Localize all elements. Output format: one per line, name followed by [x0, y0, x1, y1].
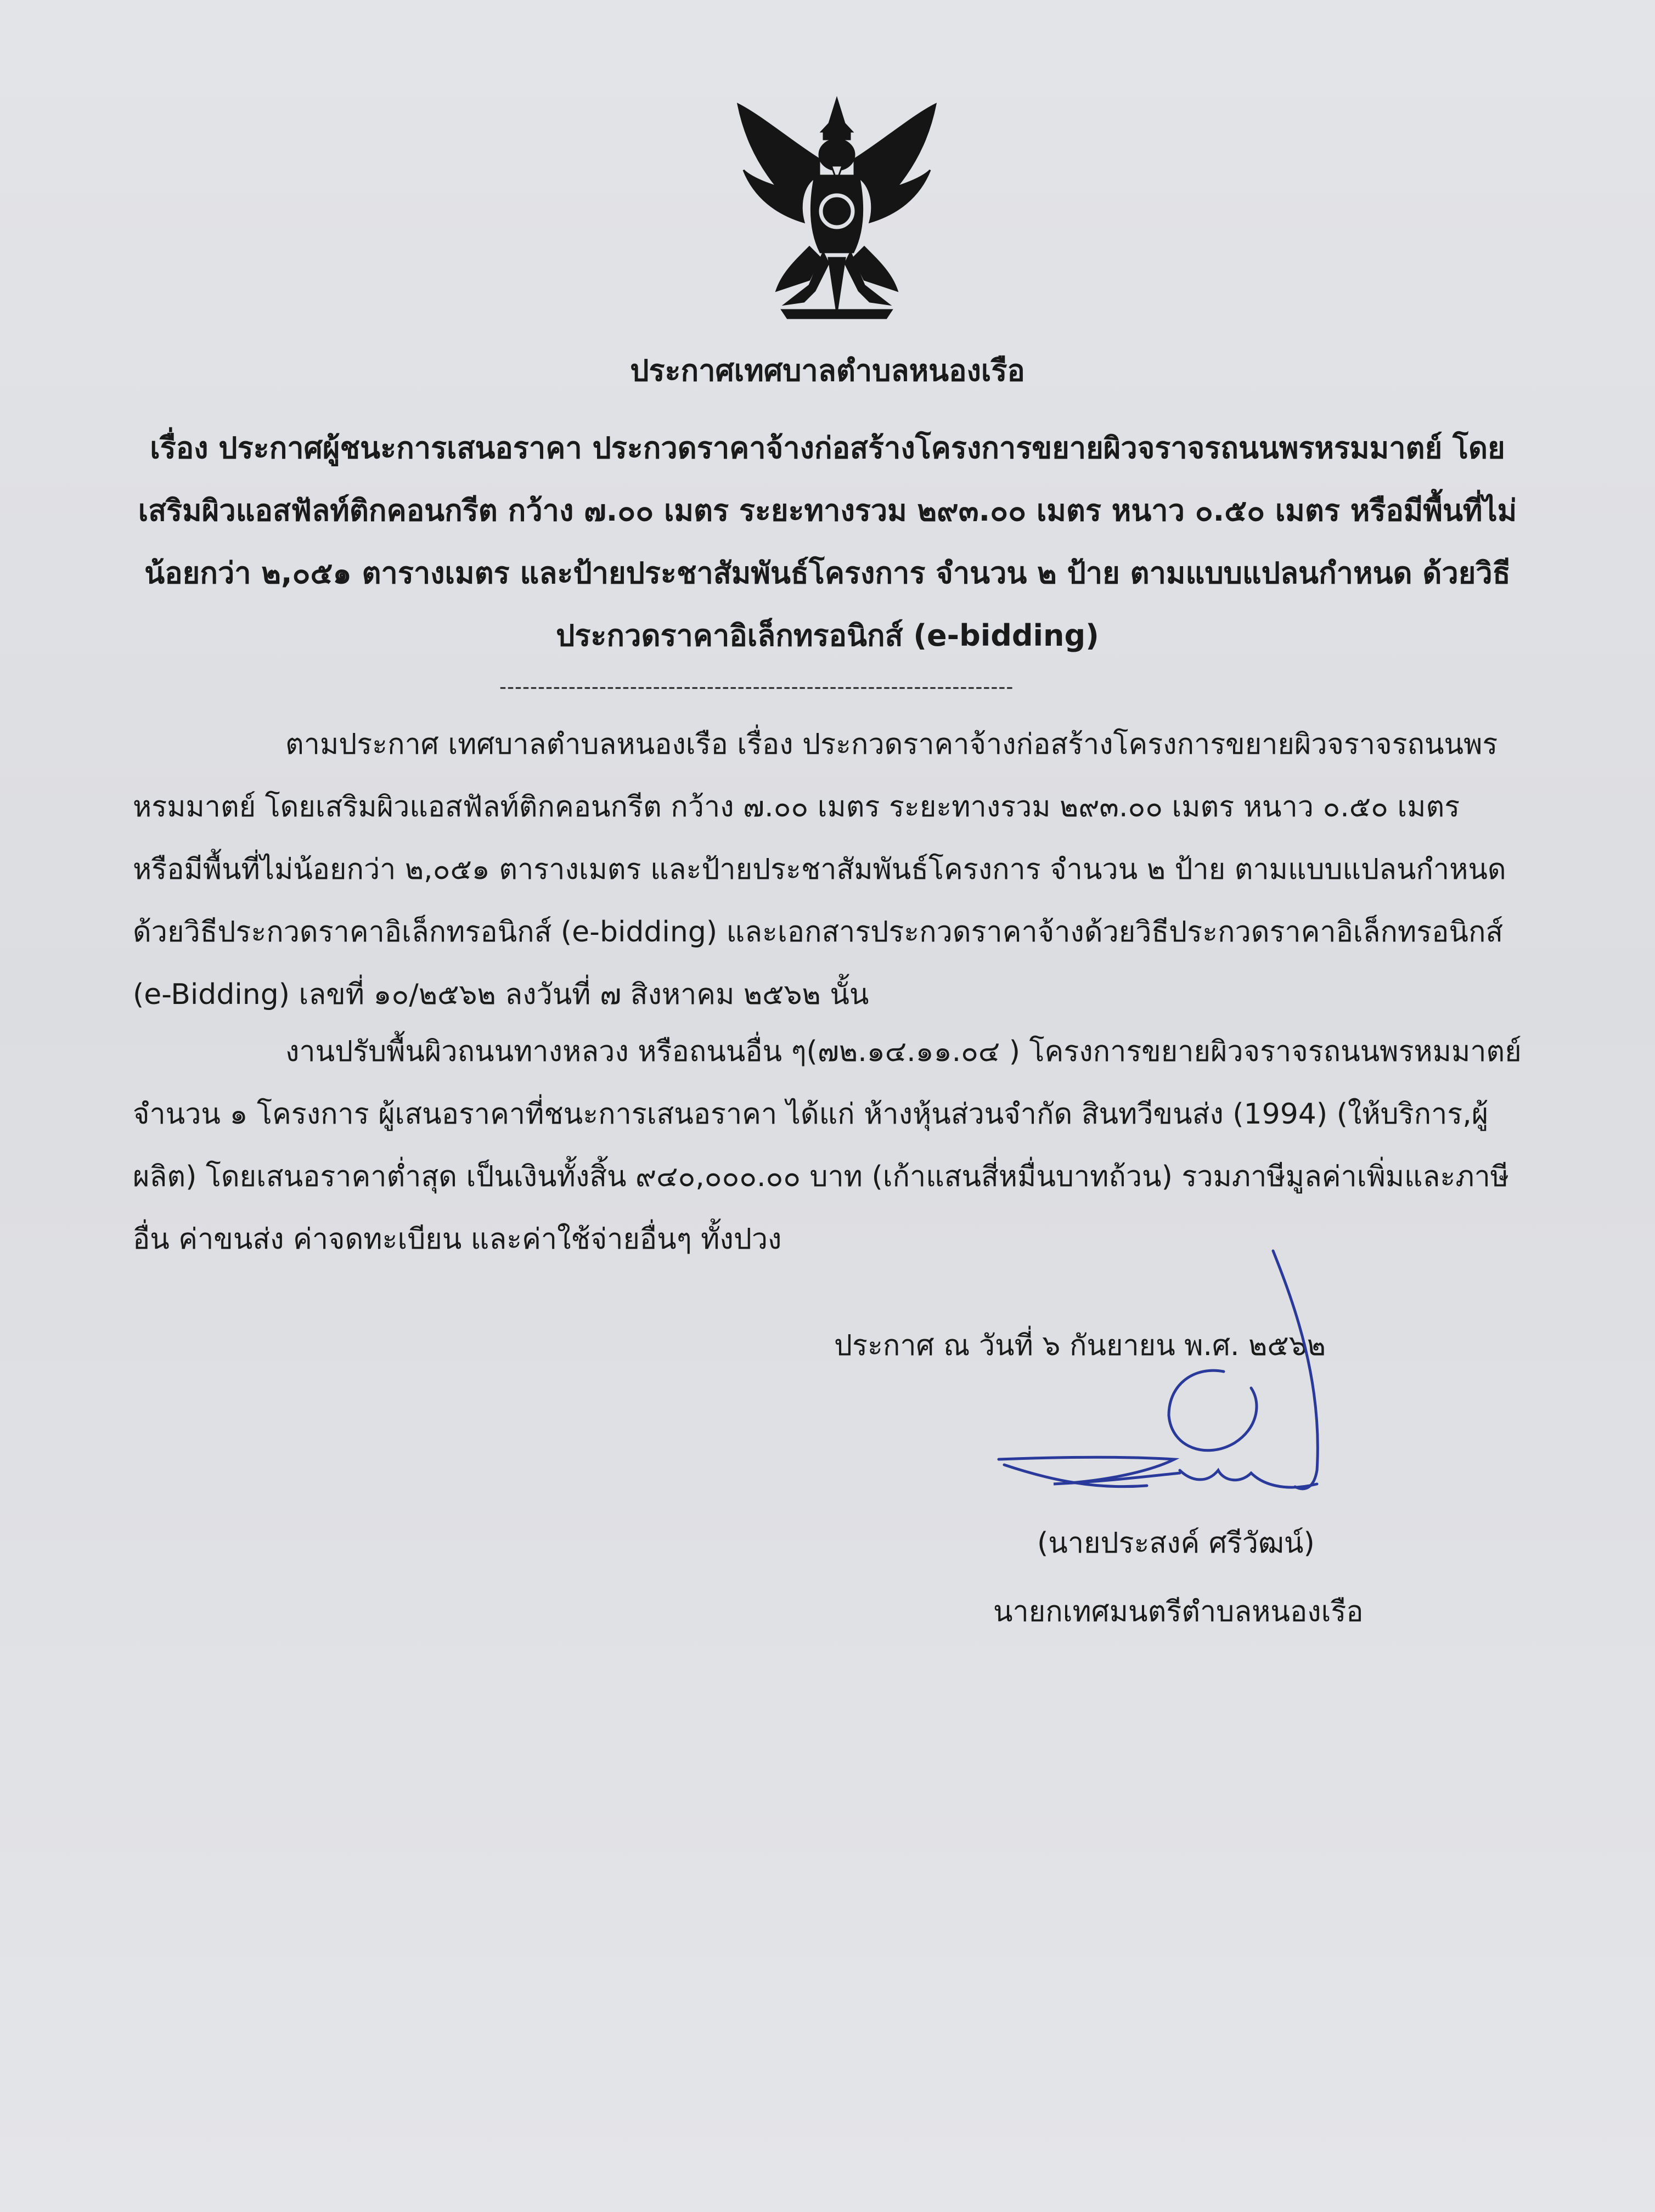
- signer-name: (นายประสงค์ ศรีวัฒน์): [1037, 1527, 1315, 1560]
- paragraph-line: ผลิต) โดยเสนอราคาต่ำสุด เป็นเงินทั้งสิ้น ๙๔๐,๐๐๐.๐๐ บาท (เก้าแสนสี่หมื่นบาทถ้วน) รวมภาษีมูลค่าเพิ่มและภาษี: [133, 1160, 1510, 1193]
- paragraph-line: ด้วยวิธีประกวดราคาอิเล็กทรอนิกส์ (e-bidding) และเอกสารประกวดราคาจ้างด้วยวิธีประกวดราคาอิเล็กทรอนิกส์: [133, 916, 1504, 949]
- subject-line: เรื่อง ประกาศผู้ชนะการเสนอราคา ประกวดราคาจ้างก่อสร้างโครงการขยายผิวจราจรถนนพรหรมมาตย์ โดย: [150, 431, 1505, 465]
- announcement-date: ประกาศ ณ วันที่ ๖ กันยายน พ.ศ. ๒๕๖๒: [834, 1329, 1326, 1362]
- paragraph-winner: [133, 1020, 1521, 1271]
- paragraph-line: จำนวน ๑ โครงการ ผู้เสนอราคาที่ชนะการเสนอราคา ได้แก่ ห้างหุ้นส่วนจำกัด สินทวีขนส่ง (1994) (ให้บริการ,ผู้: [133, 1098, 1489, 1131]
- paragraph-line: (e-Bidding) เลขที่ ๑๐/๒๕๖๒ ลงวันที่ ๗ สิงหาคม ๒๕๖๒ นั้น: [133, 978, 869, 1011]
- paragraph-line: ตามประกาศ เทศบาลตำบลหนองเรือ เรื่อง ประกวดราคาจ้างก่อสร้างโครงการขยายผิวจราจรถนนพร: [285, 728, 1498, 761]
- separator-line: -------------------------------------------------------------------: [499, 676, 1014, 698]
- handwritten-signature-icon: [988, 1240, 1361, 1514]
- subject-line: ประกวดราคาอิเล็กทรอนิกส์ (e-bidding): [556, 618, 1099, 653]
- paragraph-reference: [133, 713, 1521, 1026]
- subject-heading: [126, 417, 1529, 667]
- paragraph-line: หรือมีพื้นที่ไม่น้อยกว่า ๒,๐๕๑ ตารางเมตร และป้ายประชาสัมพันธ์โครงการ จำนวน ๒ ป้าย ตามแบบแปลนกำหนด: [133, 853, 1506, 886]
- garuda-emblem-icon: [727, 93, 947, 324]
- signer-title: นายกเทศมนตรีตำบลหนองเรือ: [993, 1595, 1364, 1628]
- document-title: ประกาศเทศบาลตำบลหนองเรือ: [630, 353, 1025, 388]
- paragraph-line: อื่น ค่าขนส่ง ค่าจดทะเบียน และค่าใช้จ่ายอื่นๆ ทั้งปวง: [133, 1223, 782, 1256]
- subject-line: น้อยกว่า ๒,๐๕๑ ตารางเมตร และป้ายประชาสัมพันธ์โครงการ จำนวน ๒ ป้าย ตามแบบแปลนกำหนด ด้วยวิธี: [144, 556, 1511, 590]
- subject-line: เสริมผิวแอสฟัลท์ติกคอนกรีต กว้าง ๗.๐๐ เมตร ระยะทางรวม ๒๙๓.๐๐ เมตร หนาว ๐.๕๐ เมตร หรือมีพื้นที่ไม่: [138, 493, 1517, 528]
- paragraph-line: หรมมาตย์ โดยเสริมผิวแอสฟัลท์ติกคอนกรีต กว้าง ๗.๐๐ เมตร ระยะทางรวม ๒๙๓.๐๐ เมตร หนาว ๐.๕๐ เมตร: [133, 791, 1460, 823]
- paragraph-line: งานปรับพื้นผิวถนนทางหลวง หรือถนนอื่น ๆ(๗๒.๑๔.๑๑.๐๔ ) โครงการขยายผิวจราจรถนนพรหมมาตย์: [285, 1035, 1522, 1068]
